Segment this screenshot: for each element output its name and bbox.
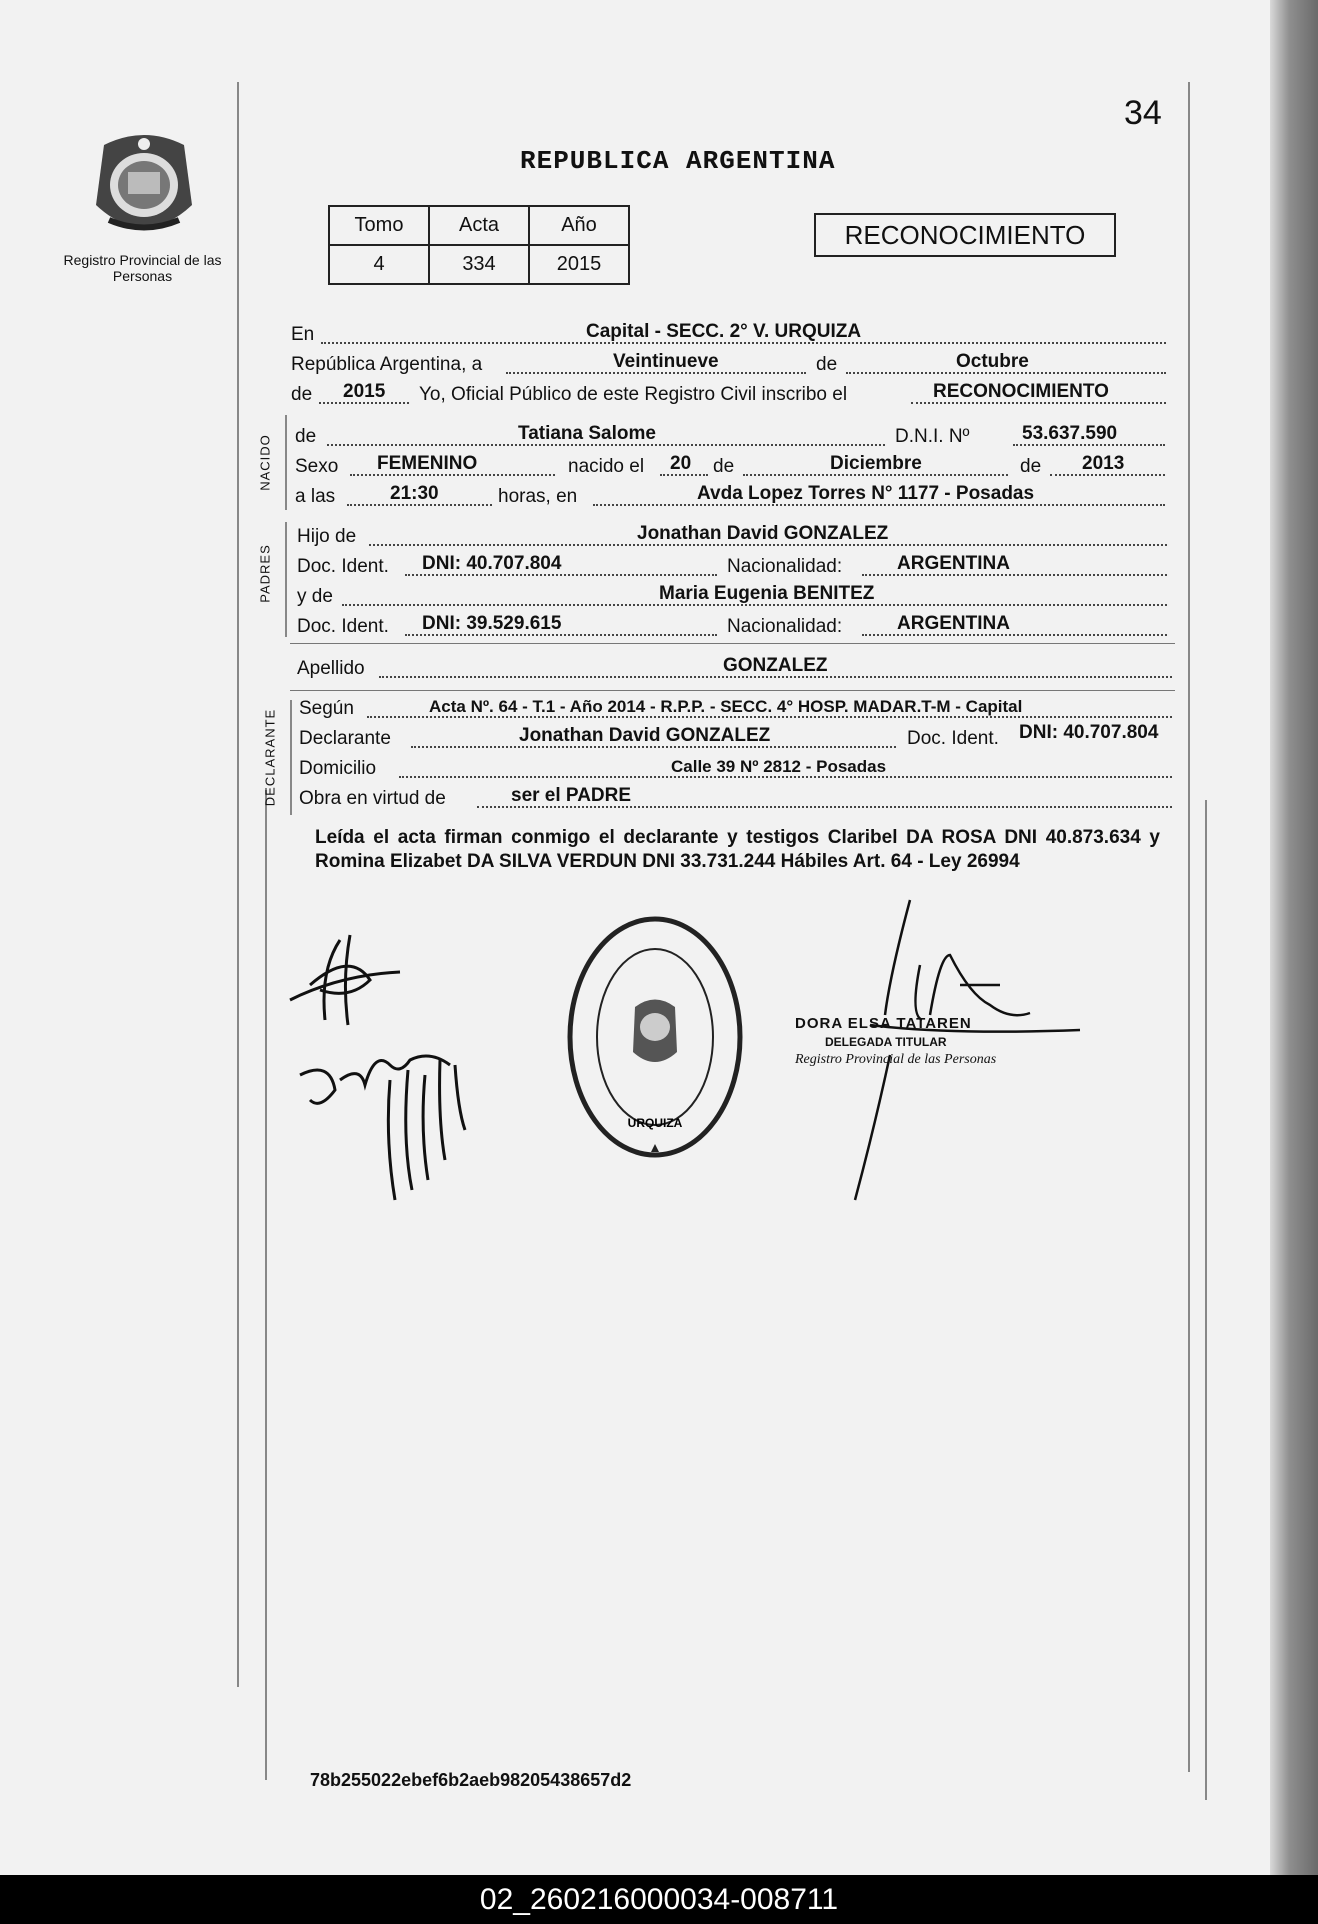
obra-label: Obra en virtud de xyxy=(299,788,446,809)
separator-rule xyxy=(290,643,1175,644)
nacido-rule xyxy=(285,415,287,510)
declarante-label: Declarante xyxy=(299,728,391,749)
declarante-section-label: DECLARANTE xyxy=(262,708,278,807)
declarante-name-value: Jonathan David GONZALEZ xyxy=(519,725,771,746)
act-value: RECONOCIMIENTO xyxy=(933,381,1109,402)
declarante-doc-value: DNI: 40.707.804 xyxy=(1019,722,1159,743)
official-stamp-icon xyxy=(565,912,745,1162)
doc-ident-label: Doc. Ident. xyxy=(907,728,999,749)
table-header-tomo: Tomo xyxy=(329,206,429,245)
father-doc-line xyxy=(297,554,1167,580)
birth-year-value: 2013 xyxy=(1082,453,1125,474)
y-de-label: y de xyxy=(297,586,333,607)
de-label: de xyxy=(1020,456,1042,477)
de-label: de xyxy=(295,426,317,447)
obra-line xyxy=(299,786,1172,812)
official-block xyxy=(795,1015,1055,1069)
de-label: de xyxy=(713,456,735,477)
sexo-line xyxy=(295,454,1165,480)
domicilio-label: Domicilio xyxy=(299,758,377,779)
birth-place-value: Avda Lopez Torres N° 1177 - Posadas xyxy=(697,483,1035,504)
apellido-line xyxy=(297,656,1172,682)
hijo-de-label: Hijo de xyxy=(297,526,357,547)
time-value: 21:30 xyxy=(390,483,439,504)
segun-line xyxy=(299,696,1172,722)
horas-label: horas, en xyxy=(498,486,578,507)
domicilio-value: Calle 39 Nº 2812 - Posadas xyxy=(671,757,887,776)
hijo-de-line xyxy=(297,524,1167,550)
witness-signature-2 xyxy=(290,1020,490,1210)
inner-right-rule xyxy=(1205,800,1207,1800)
nacido-section-label: NACIDO xyxy=(257,434,273,491)
year-line xyxy=(291,382,1166,408)
witness-signature-1 xyxy=(280,930,420,1030)
document-hash: 78b255022ebef6b2aeb98205438657d2 xyxy=(310,1770,632,1790)
nacido-el-label: nacido el xyxy=(568,456,645,477)
act-type-box: RECONOCIMIENTO xyxy=(814,213,1116,257)
en-label: En xyxy=(291,324,315,345)
father-name-value: Jonathan David GONZALEZ xyxy=(637,523,889,544)
mother-doc-value: DNI: 39.529.615 xyxy=(422,613,562,634)
registry-label: Registro Provincial de las Personas xyxy=(63,252,222,284)
obra-value: ser el PADRE xyxy=(511,785,632,806)
de-label: de xyxy=(816,354,838,375)
document-title: REPUBLICA ARGENTINA xyxy=(520,146,836,176)
child-dni-value: 53.637.590 xyxy=(1022,423,1118,444)
segun-value: Acta Nº. 64 - T.1 - Año 2014 - R.P.P. - SECC. 4° HOSP. MADAR.T-M - Capital xyxy=(429,697,1023,716)
mother-name-value: Maria Eugenia BENITEZ xyxy=(659,583,875,604)
en-line xyxy=(291,322,1166,348)
segun-label: Según xyxy=(299,698,354,719)
nacido-name-line xyxy=(295,424,1165,450)
child-name-value: Tatiana Salome xyxy=(518,423,656,444)
nacionalidad-label: Nacionalidad: xyxy=(727,556,843,577)
sexo-value: FEMENINO xyxy=(377,453,478,474)
table-header-ano: Año xyxy=(529,206,629,245)
month-value: Octubre xyxy=(956,351,1029,372)
declarante-line xyxy=(299,722,1172,752)
doc-ident-label: Doc. Ident. xyxy=(297,556,389,577)
birth-day-value: 20 xyxy=(670,453,692,474)
day-written-value: Veintinueve xyxy=(613,351,719,372)
svg-text:URQUIZA: URQUIZA xyxy=(627,1116,683,1130)
sexo-label: Sexo xyxy=(295,456,339,477)
left-margin-rule xyxy=(237,82,239,1687)
table-value-tomo: 4 xyxy=(329,245,429,284)
right-margin-rule xyxy=(1188,82,1190,1772)
dni-label: D.N.I. Nº xyxy=(895,426,970,447)
officer-text: Yo, Oficial Público de este Registro Civil inscribo el xyxy=(419,384,848,405)
declarante-rule xyxy=(290,700,292,815)
inner-left-rule xyxy=(265,790,267,1780)
father-doc-value: DNI: 40.707.804 xyxy=(422,553,562,574)
mother-nationality-value: ARGENTINA xyxy=(897,613,1010,634)
table-header-acta: Acta xyxy=(429,206,529,245)
page-number: 34 xyxy=(1124,94,1162,132)
official-name: DORA ELSA TATAREN xyxy=(795,1015,972,1032)
de-label: de xyxy=(291,384,313,405)
separator-rule xyxy=(290,690,1175,691)
tomo-acta-ano-table xyxy=(328,205,630,285)
time-place-line xyxy=(295,484,1165,510)
year-value: 2015 xyxy=(343,381,386,402)
mother-doc-line xyxy=(297,614,1167,640)
provincial-seal-icon xyxy=(84,130,204,245)
father-nationality-value: ARGENTINA xyxy=(897,553,1010,574)
place-value: Capital - SECC. 2° V. URQUIZA xyxy=(586,321,862,342)
apellido-value: GONZALEZ xyxy=(723,655,828,676)
nacionalidad-label: Nacionalidad: xyxy=(727,616,843,637)
padres-section-label: PADRES xyxy=(257,544,273,603)
domicilio-line xyxy=(299,756,1172,782)
apellido-label: Apellido xyxy=(297,658,365,679)
birth-month-value: Diciembre xyxy=(830,453,922,474)
y-de-line xyxy=(297,584,1167,610)
table-value-acta: 334 xyxy=(429,245,529,284)
doc-ident-label: Doc. Ident. xyxy=(297,616,389,637)
table-value-ano: 2015 xyxy=(529,245,629,284)
official-office: Registro Provincial de las Personas xyxy=(795,1052,997,1067)
republica-label: República Argentina, a xyxy=(291,354,483,375)
page-edge xyxy=(1270,0,1318,1875)
footer-code: 02_260216000034-008711 xyxy=(0,1875,1318,1924)
padres-rule xyxy=(285,522,287,637)
republica-line xyxy=(291,352,1166,378)
alas-label: a las xyxy=(295,486,336,507)
official-role: DELEGADA TITULAR xyxy=(825,1035,947,1049)
closing-statement: Leída el acta firman conmigo el declarante y testigos Claribel DA ROSA DNI 40.873.634 y Romina Elizabet DA SILVA VERDUN DNI 33.731.244 Hábiles Art. 64 - Ley 26994 xyxy=(315,827,1160,872)
